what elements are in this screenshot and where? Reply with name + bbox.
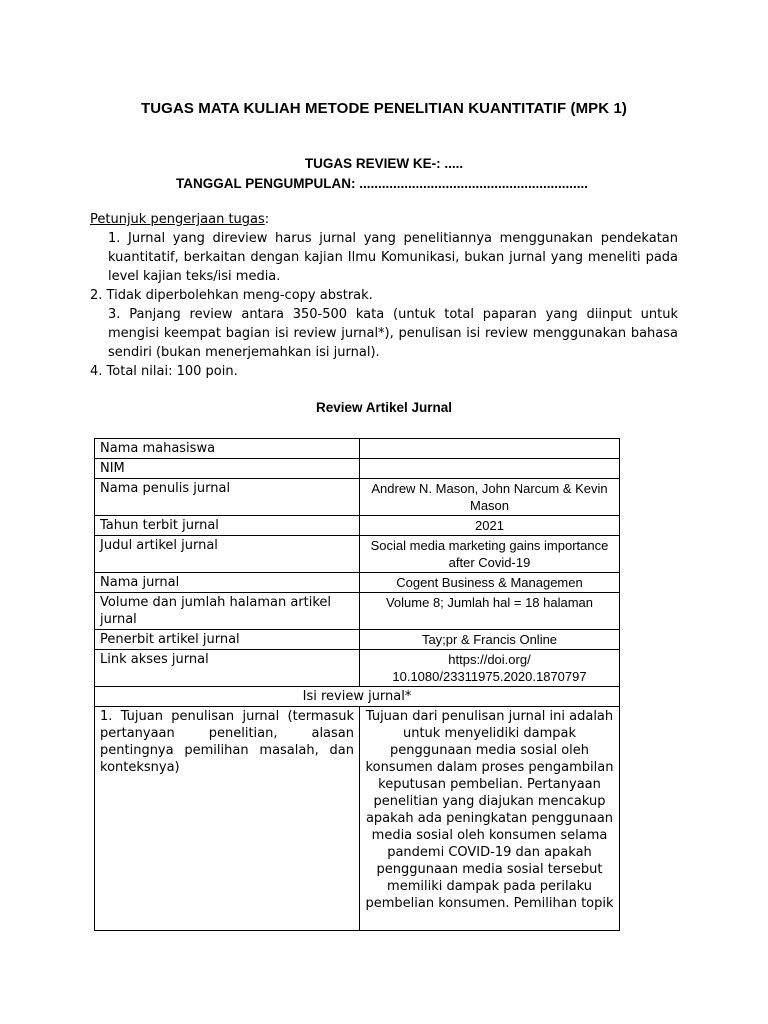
journal-link-value[interactable]: https://doi.org/ 10.1080/23311975.2020.1870797 <box>360 650 620 687</box>
row-label: Nama mahasiswa <box>95 439 360 459</box>
instructions-heading: Petunjuk pengerjaan tugas <box>90 212 265 227</box>
review-number-line: TUGAS REVIEW KE-: ..... <box>304 156 464 171</box>
row-label: Volume dan jumlah halaman artikel jurnal <box>95 593 360 630</box>
instructions-section <box>90 210 678 381</box>
table-row <box>95 650 620 687</box>
table-row <box>95 593 620 630</box>
review-content-header: Isi review jurnal* <box>95 687 620 707</box>
table-row <box>95 459 620 479</box>
instruction-item-3: 3. Panjang review antara 350-500 kata (untuk total paparan yang diinput untuk mengisi keempat bagian isi review jurnal*), penulisan isi review menggunakan bahasa sendiri (bukan menerjemahkan isi jurnal). <box>108 307 678 360</box>
instructions-heading-line <box>90 210 678 229</box>
instruction-item-4: 4. Total nilai: 100 poin. <box>90 364 238 379</box>
journal-name-value: Cogent Business & Managemen <box>360 573 620 593</box>
row-label: Tahun terbit jurnal <box>95 516 360 536</box>
authors-value: Andrew N. Mason, John Narcum & Kevin Mason <box>360 479 620 516</box>
review-answer: Tujuan dari penulisan jurnal ini adalah untuk menyelidiki dampak penggunaan media sosial oleh konsumen dalam proses pengambilan keputusan pembelian. Pertanyaan penelitian yang diajukan mencakup apakah ada peningkatan penggunaan media sosial oleh konsumen selama pandemi COVID-19 dan apakah penggunaan media sosial tersebut memiliki dampak pada perilaku pembelian konsumen. Pemilihan topik <box>365 709 614 911</box>
instruction-item-2: 2. Tidak diperbolehkan meng-copy abstrak. <box>90 288 373 303</box>
row-label: Nama penulis jurnal <box>95 479 360 516</box>
review-question: 1. Tujuan penulisan jurnal (termasuk pertanyaan penelitian, alasan pentingnya pemilihan masalah, dan konteksnya) <box>95 707 360 931</box>
student-id-value[interactable] <box>360 459 620 479</box>
article-title-value: Social media marketing gains importance after Covid-19 <box>360 536 620 573</box>
table-row <box>95 439 620 459</box>
table-row <box>95 479 620 516</box>
table-row <box>95 687 620 707</box>
table-row <box>95 573 620 593</box>
review-section-title: Review Artikel Jurnal <box>315 400 453 415</box>
table-row <box>95 516 620 536</box>
row-label: NIM <box>95 459 360 479</box>
submission-date-line: TANGGAL PENGUMPULAN: ............................................................. <box>175 176 589 191</box>
student-name-value[interactable] <box>360 439 620 459</box>
table-row <box>95 707 620 931</box>
row-label: Link akses jurnal <box>95 650 360 687</box>
row-label: Penerbit artikel jurnal <box>95 630 360 650</box>
page-title: TUGAS MATA KULIAH METODE PENELITIAN KUANTITATIF (MPK 1) <box>140 100 628 117</box>
row-label: Nama jurnal <box>95 573 360 593</box>
row-label: Judul artikel jurnal <box>95 536 360 573</box>
volume-pages-value: Volume 8; Jumlah hal = 18 halaman <box>360 593 620 630</box>
table-row <box>95 630 620 650</box>
instruction-item-1: 1. Jurnal yang direview harus jurnal yang penelitiannya menggunakan pendekatan kuantitatif, berkaitan dengan kajian Ilmu Komunikasi, bukan jurnal yang meneliti pada level kajian teks/isi media. <box>108 231 678 284</box>
year-value: 2021 <box>360 516 620 536</box>
review-table <box>94 438 620 931</box>
instructions-heading-colon: : <box>264 212 270 227</box>
publisher-value: Tay;pr & Francis Online <box>360 630 620 650</box>
table-row <box>95 536 620 573</box>
review-answer-cell <box>360 707 620 931</box>
